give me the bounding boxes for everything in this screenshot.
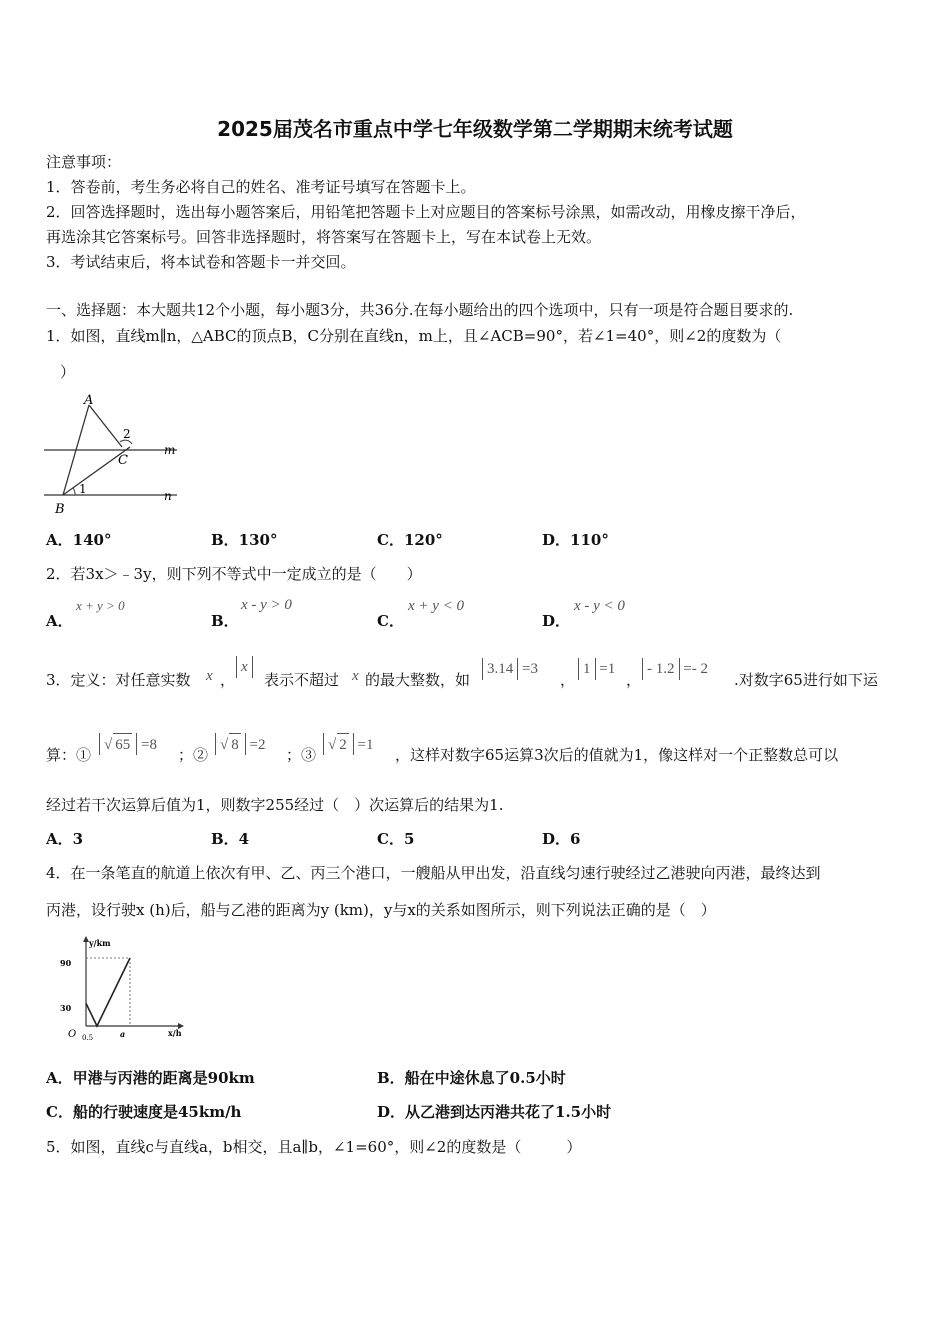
q4-option-a[interactable]: A．甲港与丙港的距离是90km <box>46 1069 255 1087</box>
q1-label-b: B <box>55 502 65 517</box>
q2-expr-d: x - y < 0 <box>574 598 625 614</box>
q3-example-3-val: =- 2 <box>683 661 708 677</box>
q3-option-d[interactable]: D．6 <box>542 830 581 848</box>
q3-step-1: √ 65 =8 <box>99 733 157 755</box>
q3-step-1-val: =8 <box>140 737 157 753</box>
q4-distance-line <box>86 958 130 1026</box>
q3-example-1 <box>482 658 538 680</box>
section-heading: 一、选择题：本大题共12个小题，每小题3分，共36分.在每小题给出的四个选项中，只有一项是符合题目要求的. <box>46 301 794 319</box>
q3-comma-2: ， <box>560 671 576 689</box>
exam-title: 2025届茂名市重点中学七年级数学第二学期期末统考试题 <box>217 117 733 141</box>
q3-step-3-label: ；③ <box>286 746 317 764</box>
q2-option-d[interactable]: D． <box>542 612 571 630</box>
q3-option-a[interactable]: A．3 <box>46 830 84 848</box>
q3-text-3: 的最大整数，如 <box>365 671 471 689</box>
q3-step-1-label: 算：① <box>46 746 92 764</box>
q3-bracket-x-var: x <box>241 659 248 675</box>
q4-stem: 4．在一条笔直的航道上依次有甲、乙、丙三个港口，一艘船从甲出发，沿直线匀速行驶经过乙港驶向丙港，最终达到 <box>46 864 821 882</box>
q3-example-3-arg: - 1.2 <box>642 658 680 680</box>
q1-stem: 1．如图，直线m∥n，△ABC的顶点B，C分别在直线n，m上，且∠ACB=90°，若∠1=40°，则∠2的度数为（ <box>46 327 782 345</box>
q2-option-c[interactable]: C． <box>377 612 404 630</box>
q1-label-angle1: 1 <box>79 482 87 496</box>
q3-comma-3: ， <box>626 671 642 689</box>
q1-option-d[interactable]: D．110° <box>542 531 609 549</box>
notice-item-1: 1．答卷前，考生务必将自己的姓名、准考证号填写在答题卡上。 <box>46 178 476 196</box>
q2-stem: 2．若3x＞﹣3y，则下列不等式中一定成立的是（ ） <box>46 565 422 583</box>
q3-option-b[interactable]: B．4 <box>211 830 250 848</box>
q3-option-c[interactable]: C．5 <box>377 830 415 848</box>
q3-example-2 <box>578 658 615 680</box>
q3-example-1-arg: 3.14 <box>482 658 518 680</box>
q2-option-b[interactable]: B． <box>211 612 239 630</box>
q4-tick-30: 30 <box>60 1003 72 1013</box>
q3-step-2-label: ；② <box>178 746 209 764</box>
q3-comma-1: ， <box>220 671 236 689</box>
q3-text-4: .对数字65进行如下运 <box>734 671 878 689</box>
notice-heading: 注意事项： <box>46 153 122 171</box>
q2-expr-b: x - y > 0 <box>241 597 292 613</box>
notice-item-2-cont: 再选涂其它答案标号。回答非选择题时，将答案写在答题卡上，写在本试卷上无效。 <box>46 228 602 246</box>
q3-step-1-arg: 65 <box>113 733 132 756</box>
q4-option-d[interactable]: D．从乙港到达丙港共花了1.5小时 <box>377 1103 612 1121</box>
q2-expr-c: x + y < 0 <box>408 598 465 614</box>
q3-step-2-val: =2 <box>249 737 266 753</box>
q4-graph <box>56 936 186 1046</box>
q1-label-m: m <box>164 443 176 457</box>
q4-origin: O <box>68 1029 77 1040</box>
notice-item-2: 2．回答选择题时，选出每小题答案后，用铅笔把答题卡上对应题目的答案标号涂黑，如需改动，用橡皮擦干净后， <box>46 203 806 221</box>
q1-label-n: n <box>164 489 172 503</box>
q4-tick-90: 90 <box>60 958 72 968</box>
q2-option-a[interactable]: A． <box>46 612 73 630</box>
q3-example-2-arg: 1 <box>578 658 596 680</box>
q3-text-1: 3．定义：对任意实数 <box>46 671 191 689</box>
q4-y-axis-label: y/km <box>89 938 111 948</box>
q1-option-a[interactable]: A．140° <box>46 531 112 549</box>
q3-step-3: √ 2 =1 <box>323 733 373 755</box>
q1-option-c[interactable]: C．120° <box>377 531 443 549</box>
notice-item-3: 3．考试结束后，将本试卷和答题卡一并交回。 <box>46 253 356 271</box>
q4-tick-05: 0.5 <box>82 1034 94 1042</box>
q1-label-c: C <box>118 453 128 468</box>
q3-text-5: ，这样对数字65运算3次后的值就为1，像这样对一个正整数总可以 <box>395 746 839 764</box>
q5-stem: 5．如图，直线c与直线a，b相交，且a∥b，∠1=60°，则∠2的度数是（ ） <box>46 1138 582 1156</box>
q3-bracket-x <box>236 656 253 678</box>
q3-step-2-arg: 8 <box>229 733 241 756</box>
q3-step-2: √ 8 =2 <box>215 733 265 755</box>
q4-option-b[interactable]: B．船在中途休息了0.5小时 <box>377 1069 566 1087</box>
q4-option-c[interactable]: C．船的行驶速度是45km/h <box>46 1103 242 1121</box>
q3-var-x1: x <box>206 668 213 684</box>
q4-x-axis-label: x/h <box>168 1028 182 1038</box>
q3-step-3-arg: 2 <box>337 733 349 756</box>
q1-option-b[interactable]: B．130° <box>211 531 278 549</box>
q3-example-1-val: =3 <box>522 661 538 677</box>
q2-expr-a: x + y > 0 <box>76 598 125 613</box>
q1-label-angle2: 2 <box>123 427 131 441</box>
q1-stem-end: ） <box>60 363 76 381</box>
q1-label-a: A <box>84 393 94 408</box>
q1-figure <box>42 392 182 517</box>
q3-stem-end: 经过若干次运算后值为1，则数字255经过（ ）次运算后的结果为1. <box>46 796 504 814</box>
q3-example-2-val: =1 <box>599 661 616 677</box>
q3-step-3-val: =1 <box>357 737 374 753</box>
q4-tick-a: a <box>120 1029 126 1039</box>
q4-stem-cont: 丙港，设行驶x (h)后，船与乙港的距离为y (km)，y与x的关系如图所示，则下列说法正确的是（ ） <box>46 901 716 919</box>
q3-example-3 <box>642 658 708 680</box>
q3-var-x2: x <box>352 668 359 684</box>
q3-text-2: 表示不超过 <box>264 671 340 689</box>
